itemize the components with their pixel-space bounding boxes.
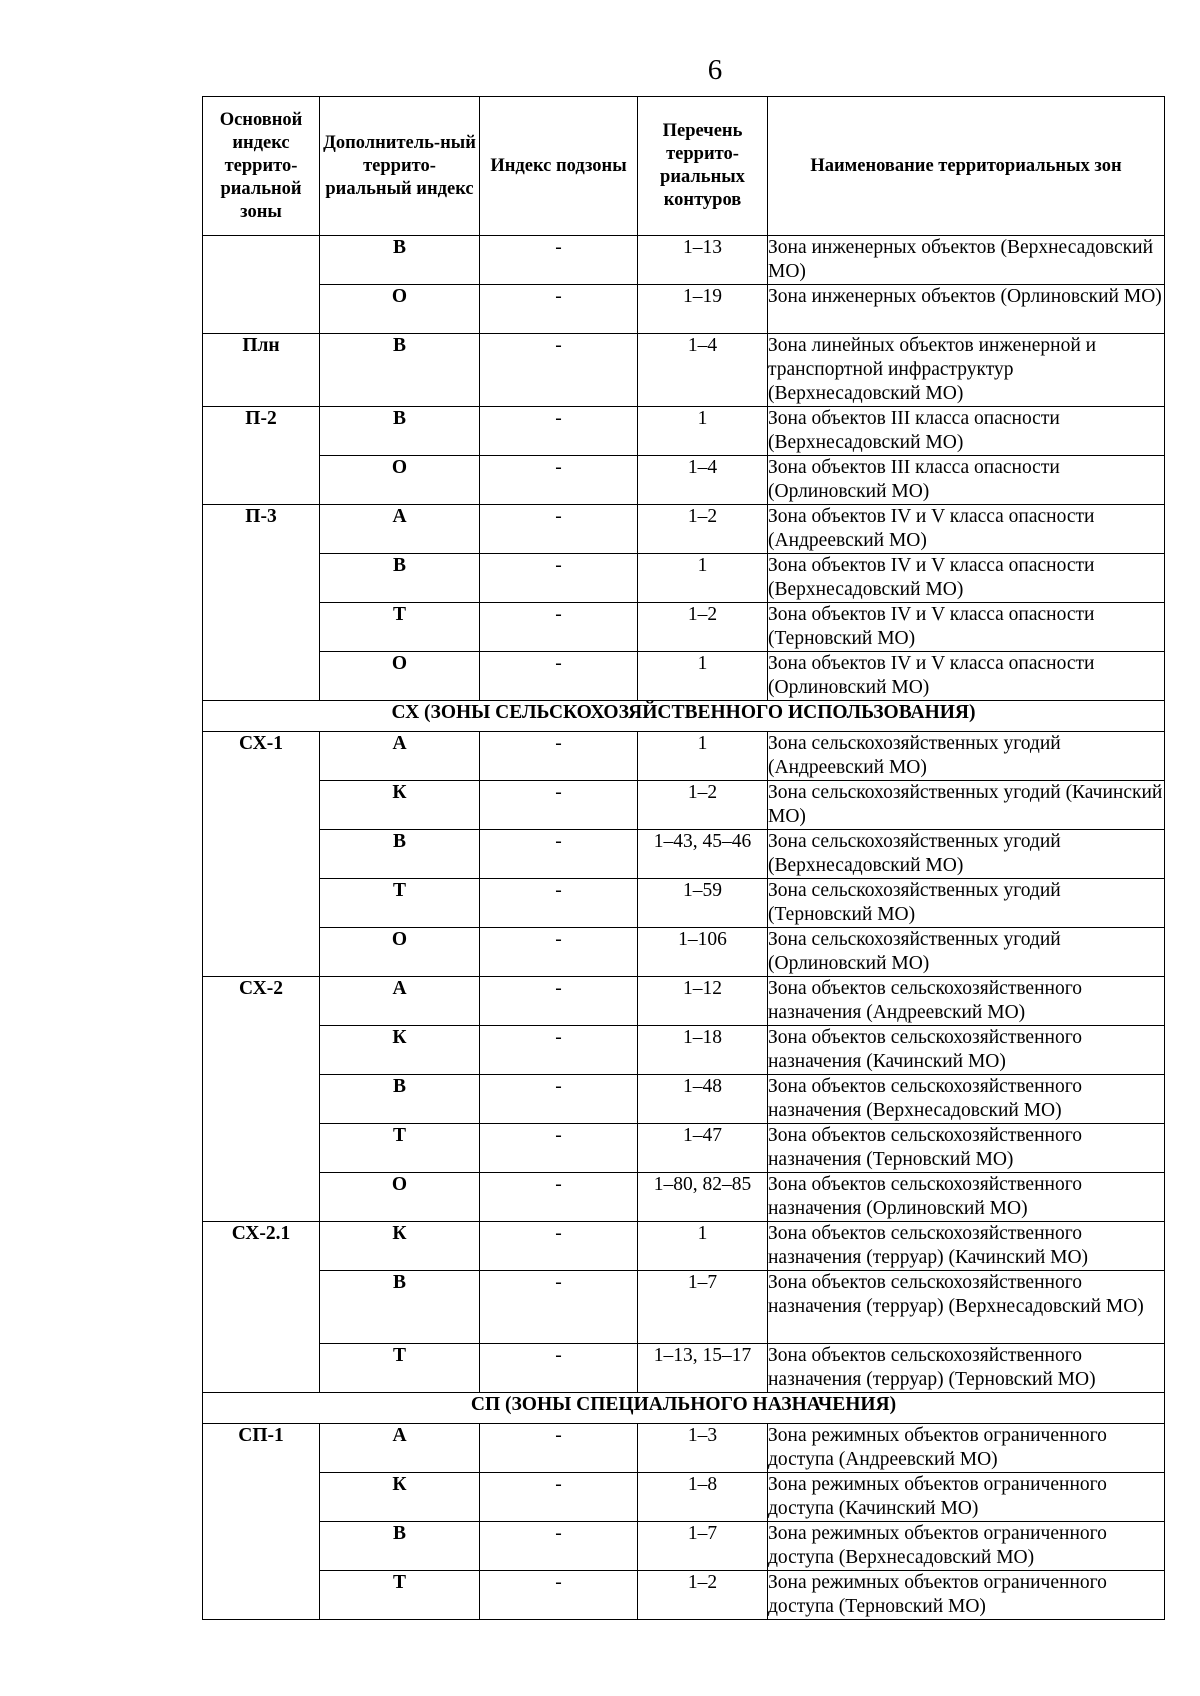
zone-name-cell: Зона режимных объектов ограниченного доступа (Верхнесадовский МО) xyxy=(768,1522,1165,1571)
additional-index-cell: К xyxy=(320,1026,480,1075)
table-row xyxy=(203,1271,1165,1344)
table-row xyxy=(203,732,1165,781)
header-additional-index: Дополнитель-ный террито-риальный индекс xyxy=(320,97,480,236)
contours-cell: 1–2 xyxy=(638,505,768,554)
contours-cell: 1–18 xyxy=(638,1026,768,1075)
zone-name-cell: Зона объектов сельскохозяйственного назначения (терруар) (Качинский МО) xyxy=(768,1222,1165,1271)
main-zone-index: П-3 xyxy=(203,505,320,701)
zone-name-cell: Зона объектов сельскохозяйственного назначения (Качинский МО) xyxy=(768,1026,1165,1075)
table-row xyxy=(203,1173,1165,1222)
table-header-row xyxy=(203,97,1165,236)
zone-name-cell: Зона объектов III класса опасности (Орлиновский МО) xyxy=(768,456,1165,505)
zone-name-cell: Зона объектов сельскохозяйственного назначения (терруар) (Терновский МО) xyxy=(768,1344,1165,1393)
table-row xyxy=(203,1222,1165,1271)
subzone-index-cell: - xyxy=(480,456,638,505)
zone-name-cell: Зона объектов сельскохозяйственного назначения (Верхнесадовский МО) xyxy=(768,1075,1165,1124)
additional-index-cell: В xyxy=(320,407,480,456)
table-row xyxy=(203,1424,1165,1473)
subzone-index-cell: - xyxy=(480,1473,638,1522)
subzone-index-cell: - xyxy=(480,505,638,554)
contours-cell: 1–47 xyxy=(638,1124,768,1173)
section-header-row xyxy=(203,1393,1165,1424)
contours-cell: 1 xyxy=(638,554,768,603)
zone-name-cell: Зона объектов IV и V класса опасности (Терновский МО) xyxy=(768,603,1165,652)
zone-name-cell: Зона объектов IV и V класса опасности (Андреевский МО) xyxy=(768,505,1165,554)
additional-index-cell: Т xyxy=(320,879,480,928)
zone-name-cell: Зона сельскохозяйственных угодий (Качинский МО) xyxy=(768,781,1165,830)
zone-name-cell: Зона режимных объектов ограниченного доступа (Качинский МО) xyxy=(768,1473,1165,1522)
subzone-index-cell: - xyxy=(480,732,638,781)
table-row xyxy=(203,781,1165,830)
subzone-index-cell: - xyxy=(480,1522,638,1571)
contours-cell: 1–7 xyxy=(638,1522,768,1571)
table-body xyxy=(203,236,1165,1620)
table-row xyxy=(203,456,1165,505)
additional-index-cell: В xyxy=(320,236,480,285)
section-title: СХ (ЗОНЫ СЕЛЬСКОХОЗЯЙСТВЕННОГО ИСПОЛЬЗОВАНИЯ) xyxy=(203,701,1165,732)
main-zone-index: Плн xyxy=(203,334,320,407)
section-title: СП (ЗОНЫ СПЕЦИАЛЬНОГО НАЗНАЧЕНИЯ) xyxy=(203,1393,1165,1424)
additional-index-cell: К xyxy=(320,781,480,830)
table-row xyxy=(203,1026,1165,1075)
table-row xyxy=(203,1344,1165,1393)
additional-index-cell: О xyxy=(320,456,480,505)
main-zone-index: СХ-2 xyxy=(203,977,320,1222)
zone-name-cell: Зона линейных объектов инженерной и транспортной инфраструктур (Верхнесадовский МО) xyxy=(768,334,1165,407)
zone-name-cell: Зона сельскохозяйственных угодий (Андреевский МО) xyxy=(768,732,1165,781)
zone-name-cell: Зона объектов IV и V класса опасности (Верхнесадовский МО) xyxy=(768,554,1165,603)
contours-cell: 1 xyxy=(638,1222,768,1271)
additional-index-cell: В xyxy=(320,1075,480,1124)
additional-index-cell: К xyxy=(320,1473,480,1522)
header-main-index: Основной индекс террито-риальной зоны xyxy=(203,97,320,236)
subzone-index-cell: - xyxy=(480,652,638,701)
subzone-index-cell: - xyxy=(480,554,638,603)
contours-cell: 1 xyxy=(638,652,768,701)
table-row xyxy=(203,1473,1165,1522)
contours-cell: 1 xyxy=(638,732,768,781)
main-zone-index: СХ-1 xyxy=(203,732,320,977)
contours-cell: 1–80, 82–85 xyxy=(638,1173,768,1222)
table-row xyxy=(203,603,1165,652)
subzone-index-cell: - xyxy=(480,1344,638,1393)
table-row xyxy=(203,1571,1165,1620)
main-zone-index xyxy=(203,236,320,334)
table-row xyxy=(203,285,1165,334)
table-row xyxy=(203,830,1165,879)
subzone-index-cell: - xyxy=(480,1124,638,1173)
subzone-index-cell: - xyxy=(480,603,638,652)
contours-cell: 1 xyxy=(638,407,768,456)
subzone-index-cell: - xyxy=(480,1222,638,1271)
table-row xyxy=(203,1075,1165,1124)
subzone-index-cell: - xyxy=(480,1075,638,1124)
additional-index-cell: В xyxy=(320,554,480,603)
contours-cell: 1–3 xyxy=(638,1424,768,1473)
additional-index-cell: О xyxy=(320,285,480,334)
additional-index-cell: А xyxy=(320,977,480,1026)
table-row xyxy=(203,236,1165,285)
contours-cell: 1–2 xyxy=(638,1571,768,1620)
contours-cell: 1–7 xyxy=(638,1271,768,1344)
header-contours-list: Перечень террито-риальных контуров xyxy=(638,97,768,236)
additional-index-cell: В xyxy=(320,334,480,407)
additional-index-cell: В xyxy=(320,830,480,879)
additional-index-cell: О xyxy=(320,652,480,701)
additional-index-cell: Т xyxy=(320,1344,480,1393)
zone-name-cell: Зона сельскохозяйственных угодий (Верхнесадовский МО) xyxy=(768,830,1165,879)
subzone-index-cell: - xyxy=(480,236,638,285)
table-row xyxy=(203,407,1165,456)
zone-name-cell: Зона инженерных объектов (Верхнесадовский МО) xyxy=(768,236,1165,285)
subzone-index-cell: - xyxy=(480,334,638,407)
subzone-index-cell: - xyxy=(480,830,638,879)
zone-name-cell: Зона сельскохозяйственных угодий (Орлиновский МО) xyxy=(768,928,1165,977)
zone-name-cell: Зона режимных объектов ограниченного доступа (Терновский МО) xyxy=(768,1571,1165,1620)
zone-name-cell: Зона объектов сельскохозяйственного назначения (терруар) (Верхнесадовский МО) xyxy=(768,1271,1165,1344)
table-row xyxy=(203,1522,1165,1571)
table-row xyxy=(203,928,1165,977)
additional-index-cell: В xyxy=(320,1271,480,1344)
subzone-index-cell: - xyxy=(480,977,638,1026)
subzone-index-cell: - xyxy=(480,1026,638,1075)
main-zone-index: П-2 xyxy=(203,407,320,505)
page-number: 6 xyxy=(707,54,723,86)
table-row xyxy=(203,977,1165,1026)
zone-name-cell: Зона сельскохозяйственных угодий (Терновский МО) xyxy=(768,879,1165,928)
subzone-index-cell: - xyxy=(480,879,638,928)
contours-cell: 1–13, 15–17 xyxy=(638,1344,768,1393)
additional-index-cell: В xyxy=(320,1522,480,1571)
contours-cell: 1–4 xyxy=(638,456,768,505)
contours-cell: 1–19 xyxy=(638,285,768,334)
table-row xyxy=(203,652,1165,701)
table-row xyxy=(203,554,1165,603)
contours-cell: 1–4 xyxy=(638,334,768,407)
header-zone-name: Наименование территориальных зон xyxy=(768,97,1165,236)
section-header-row xyxy=(203,701,1165,732)
header-subzone-index: Индекс подзоны xyxy=(480,97,638,236)
contours-cell: 1–12 xyxy=(638,977,768,1026)
table-row xyxy=(203,334,1165,407)
contours-cell: 1–106 xyxy=(638,928,768,977)
subzone-index-cell: - xyxy=(480,407,638,456)
main-zone-index: СХ-2.1 xyxy=(203,1222,320,1393)
contours-cell: 1–59 xyxy=(638,879,768,928)
additional-index-cell: О xyxy=(320,1173,480,1222)
subzone-index-cell: - xyxy=(480,928,638,977)
additional-index-cell: К xyxy=(320,1222,480,1271)
zone-name-cell: Зона объектов IV и V класса опасности (Орлиновский МО) xyxy=(768,652,1165,701)
contours-cell: 1–13 xyxy=(638,236,768,285)
table-row xyxy=(203,879,1165,928)
contours-cell: 1–8 xyxy=(638,1473,768,1522)
zone-name-cell: Зона инженерных объектов (Орлиновский МО) xyxy=(768,285,1165,334)
contours-cell: 1–43, 45–46 xyxy=(638,830,768,879)
subzone-index-cell: - xyxy=(480,1173,638,1222)
subzone-index-cell: - xyxy=(480,1424,638,1473)
contours-cell: 1–48 xyxy=(638,1075,768,1124)
subzone-index-cell: - xyxy=(480,781,638,830)
additional-index-cell: О xyxy=(320,928,480,977)
zone-name-cell: Зона объектов сельскохозяйственного назначения (Орлиновский МО) xyxy=(768,1173,1165,1222)
additional-index-cell: А xyxy=(320,1424,480,1473)
zone-name-cell: Зона объектов III класса опасности (Верхнесадовский МО) xyxy=(768,407,1165,456)
additional-index-cell: Т xyxy=(320,603,480,652)
additional-index-cell: Т xyxy=(320,1571,480,1620)
zone-name-cell: Зона режимных объектов ограниченного доступа (Андреевский МО) xyxy=(768,1424,1165,1473)
zone-name-cell: Зона объектов сельскохозяйственного назначения (Андреевский МО) xyxy=(768,977,1165,1026)
contours-cell: 1–2 xyxy=(638,603,768,652)
table-row xyxy=(203,505,1165,554)
contours-cell: 1–2 xyxy=(638,781,768,830)
table-row xyxy=(203,1124,1165,1173)
subzone-index-cell: - xyxy=(480,1271,638,1344)
subzone-index-cell: - xyxy=(480,285,638,334)
territorial-zones-table xyxy=(202,96,1165,1620)
zone-name-cell: Зона объектов сельскохозяйственного назначения (Терновский МО) xyxy=(768,1124,1165,1173)
additional-index-cell: А xyxy=(320,732,480,781)
main-zone-index: СП-1 xyxy=(203,1424,320,1620)
additional-index-cell: Т xyxy=(320,1124,480,1173)
additional-index-cell: А xyxy=(320,505,480,554)
subzone-index-cell: - xyxy=(480,1571,638,1620)
